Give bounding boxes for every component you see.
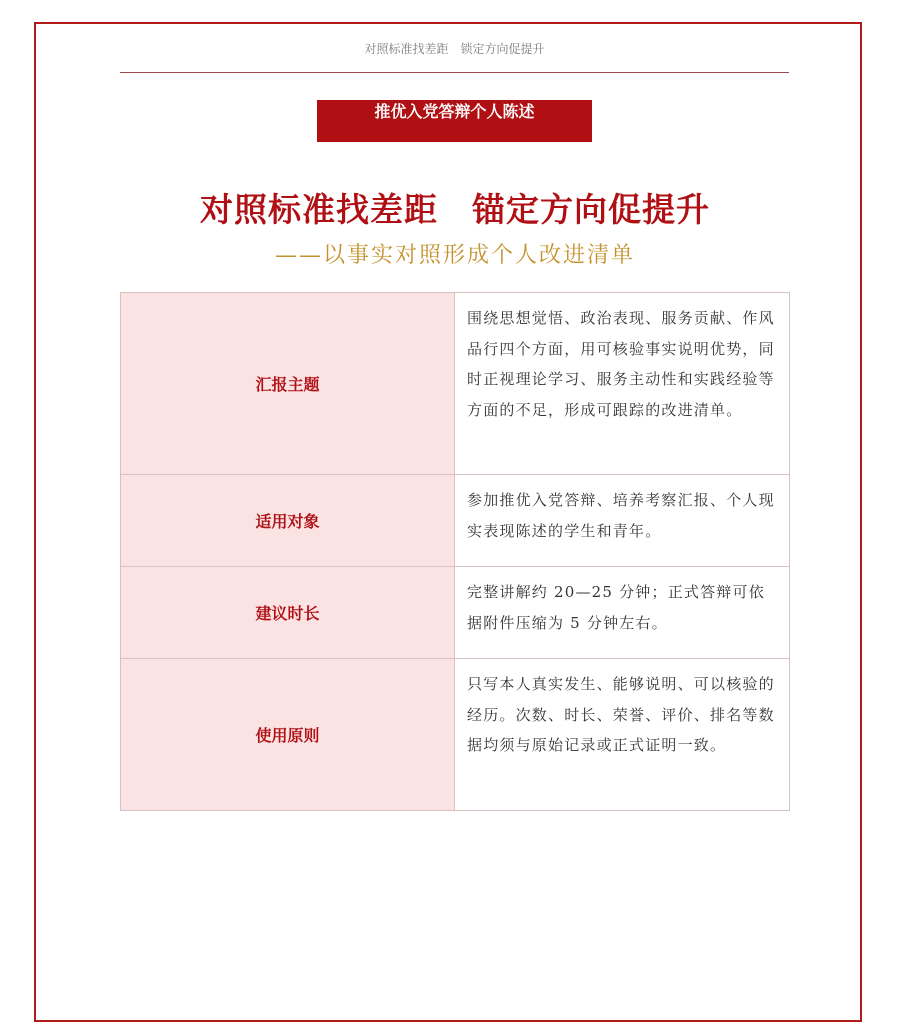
running-header: 对照标准找差距 锁定方向促提升 bbox=[364, 42, 545, 56]
table-row bbox=[121, 475, 790, 567]
table-row bbox=[121, 659, 790, 811]
page-subtitle: ——以事实对照形成个人改进清单 bbox=[274, 243, 635, 268]
row-key: 汇报主题 bbox=[121, 293, 455, 475]
header-rule bbox=[120, 72, 789, 73]
row-value: 只写本人真实发生、能够说明、可以核验的经历。次数、时长、荣誉、评价、排名等数据均须与原始记录或正式证明一致。 bbox=[455, 659, 790, 811]
row-key: 使用原则 bbox=[121, 659, 455, 811]
row-value: 围绕思想觉悟、政治表现、服务贡献、作风品行四个方面，用可核验事实说明优势，同时正视理论学习、服务主动性和实践经验等方面的不足，形成可跟踪的改进清单。 bbox=[455, 293, 790, 475]
row-value: 完整讲解约 20—25 分钟；正式答辩可依据附件压缩为 5 分钟左右。 bbox=[455, 567, 790, 659]
info-table bbox=[120, 292, 790, 811]
page-title: 对照标准找差距 锚定方向促提升 bbox=[200, 190, 710, 229]
row-value: 参加推优入党答辩、培养考察汇报、个人现实表现陈述的学生和青年。 bbox=[455, 475, 790, 567]
row-key: 适用对象 bbox=[121, 475, 455, 567]
table-row bbox=[121, 293, 790, 475]
section-label-banner: 推优入党答辩个人陈述 bbox=[317, 100, 592, 142]
table-row bbox=[121, 567, 790, 659]
row-key: 建议时长 bbox=[121, 567, 455, 659]
